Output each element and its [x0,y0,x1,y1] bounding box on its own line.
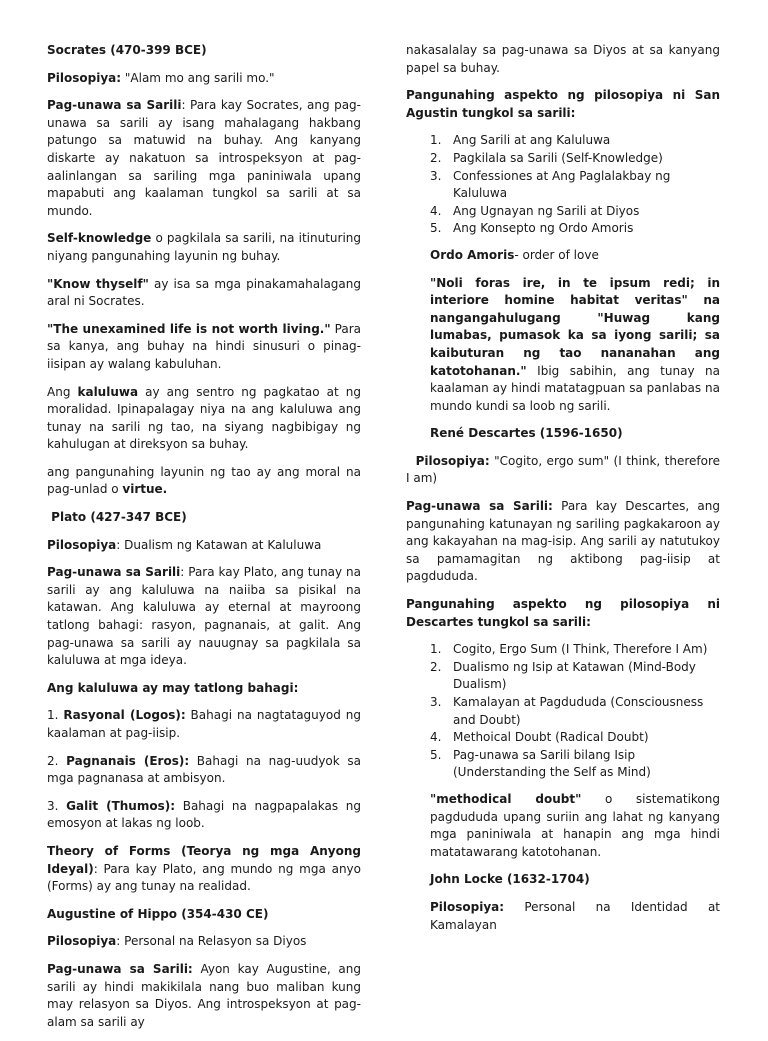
augustine-quote: "Noli foras ire, in te ipsum redi; in interiore homine habitat veritas" na nangangahulugang "Huwag kang lumabas, pumasok ka sa iyong sarili; sa kaibuturan ng tao nananahan ang katotohanan." Ibig sabihin, ang tunay na kaalaman ay hindi matatagpuan sa panlabas na mundo kundi sa loob ng sarili. [430,275,720,413]
augustine-continued: nakasalalay sa pag-unawa sa Diyos at sa kanyang papel sa buhay. [406,43,720,75]
socrates-self-understanding: Pag-unawa sa Sarili: Para kay Socrates, ang pag-unawa sa sarili ay isang mahalagang hakbang patungo sa matuwid na buhay. Ang kanyang diskarte ay nakatuon sa introspeksyon at pag-aalinlangan sa sariling mga paniniwala upang mapabuti ang kaalaman tungkol sa sarili at sa mundo. [47,98,362,218]
list-item: 2. Dualismo ng Isip at Katawan (Mind-Body Dualism) [430,659,696,692]
heading-locke: John Locke (1632-1704) [430,872,590,887]
plato-theory-of-forms: Theory of Forms (Teorya ng mga Anyong Ideyal): Para kay Plato, ang mundo ng mga anyo (Forms) ay ang tunay na realidad. [47,843,361,894]
list-item: 4. Ang Ugnayan ng Sarili at Diyos [430,203,640,218]
right-column [406,42,720,944]
list-item: 2. Pagkilala sa Sarili (Self-Knowledge) [430,150,663,165]
plato-soul-part-3: 3. Galit (Thumos): Bahagi na nagpapalakas ng emosyon at lakas ng loob. [47,798,361,831]
augustine-aspects-heading: Pangunahing aspekto ng pilosopiya ni San Agustin tungkol sa sarili: [406,88,720,120]
heading-descartes: René Descartes (1596-1650) [430,426,623,441]
list-item: 5. Ang Konsepto ng Ordo Amoris [430,221,634,236]
list-item: 3. Confessiones at Ang Paglalakbay ng Kaluluwa [430,168,671,201]
heading-augustine: Augustine of Hippo (354-430 CE) [47,906,269,921]
descartes-self-understanding: Pag-unawa sa Sarili: Para kay Descartes, ang pangunahing katunayan ng sariling pagkakaroon ay ang kakayahan na mag-isip. Ang sarili ay natutukoy sa pamamagitan ng aktibong pag-iisip at pagdududa. [406,499,720,584]
socrates-self-knowledge: Self-knowledge o pagkilala sa sarili, na itinuturing niyang pangunahing layunin ng buhay. [47,231,361,263]
plato-philosophy: Pilosopiya: Dualism ng Katawan at Kaluluwa [47,537,322,552]
locke-philosophy: Pilosopiya: Personal na Identidad at Kamalayan [430,899,720,932]
plato-soul-part-2: 2. Pagnanais (Eros): Bahagi na nag-uudyok sa mga pagnanasa at ambisyon. [47,753,361,786]
socrates-philosophy: Pilosopiya: "Alam mo ang sarili mo." [47,70,275,85]
list-item: 4. Methoical Doubt (Radical Doubt) [430,730,649,745]
plato-self-understanding: Pag-unawa sa Sarili: Para kay Plato, ang tunay na sarili ay ang kaluluwa na naiiba sa pisikal na katawan. Ang kaluluwa ay eternal at mayroong tatlong bahagi: rasyon, pagnanais, at galit. Ang pag-unawa sa sarili ay nauugnay sa pagkilala sa kaluluwa at mga ideya. [47,565,361,668]
socrates-virtue: ang pangunahing layunin ng tao ay ang moral na pag-unlad o virtue. [47,464,361,497]
descartes-aspects-heading: Pangunahing aspekto ng pilosopiya ni Descartes tungkol sa sarili: [406,597,720,629]
ordo-amoris: Ordo Amoris- order of love [430,247,599,262]
augustine-self-understanding: Pag-unawa sa Sarili: Ayon kay Augustine, ang sarili ay hindi makikilala nang buo maliban kung may relasyon sa Diyos. Ang introspeksyon at pag-alam sa sarili ay [47,961,361,1029]
list-item: 3. Kamalayan at Pagdududa (Consciousness and Doubt) [430,695,704,727]
augustine-philosophy: Pilosopiya: Personal na Relasyon sa Diyos [47,934,307,949]
socrates-soul: Ang kaluluwa ay ang sentro ng pagkatao at ng moralidad. Ipinapalagay niya na ang kaluluwa ang tunay na sarili ng tao, na siyang nagbibigay ng kahulugan at direksyon sa buhay. [47,384,361,452]
socrates-know-thyself: "Know thyself" ay isa sa mga pinakamahalagang aral ni Socrates. [47,276,361,309]
descartes-aspects-list [406,641,720,782]
descartes-philosophy: Pilosopiya: "Cogito, ergo sum" (I think, therefore I am) [406,453,720,486]
plato-soul-parts-heading: Ang kaluluwa ay may tatlong bahagi: [47,680,299,695]
methodical-doubt: "methodical doubt" o sistematikong pagdududa upang suriin ang lahat ng kanyang mga paniniwala at hanapin ang mga hindi matatawarang katotohanan. [430,791,720,859]
left-column [47,42,361,1041]
list-item: 5. Pag-unawa sa Sarili bilang Isip (Understanding the Self as Mind) [430,747,651,780]
plato-soul-part-1: 1. Rasyonal (Logos): Bahagi na nagtataguyod ng kaalaman at pag-iisip. [47,708,361,740]
list-item: 1. Cogito, Ergo Sum (I Think, Therefore I Am) [430,642,708,657]
socrates-unexamined-life: "The unexamined life is not worth living." Para sa kanya, ang buhay na hindi sinusuri o pinag-iisipan ay walang kabuluhan. [47,321,362,371]
heading-plato: Plato (427-347 BCE) [47,510,187,525]
heading-socrates: Socrates (470-399 BCE) [47,43,207,57]
list-item: 1. Ang Sarili at ang Kaluluwa [430,133,611,148]
augustine-aspects-list [406,132,720,238]
